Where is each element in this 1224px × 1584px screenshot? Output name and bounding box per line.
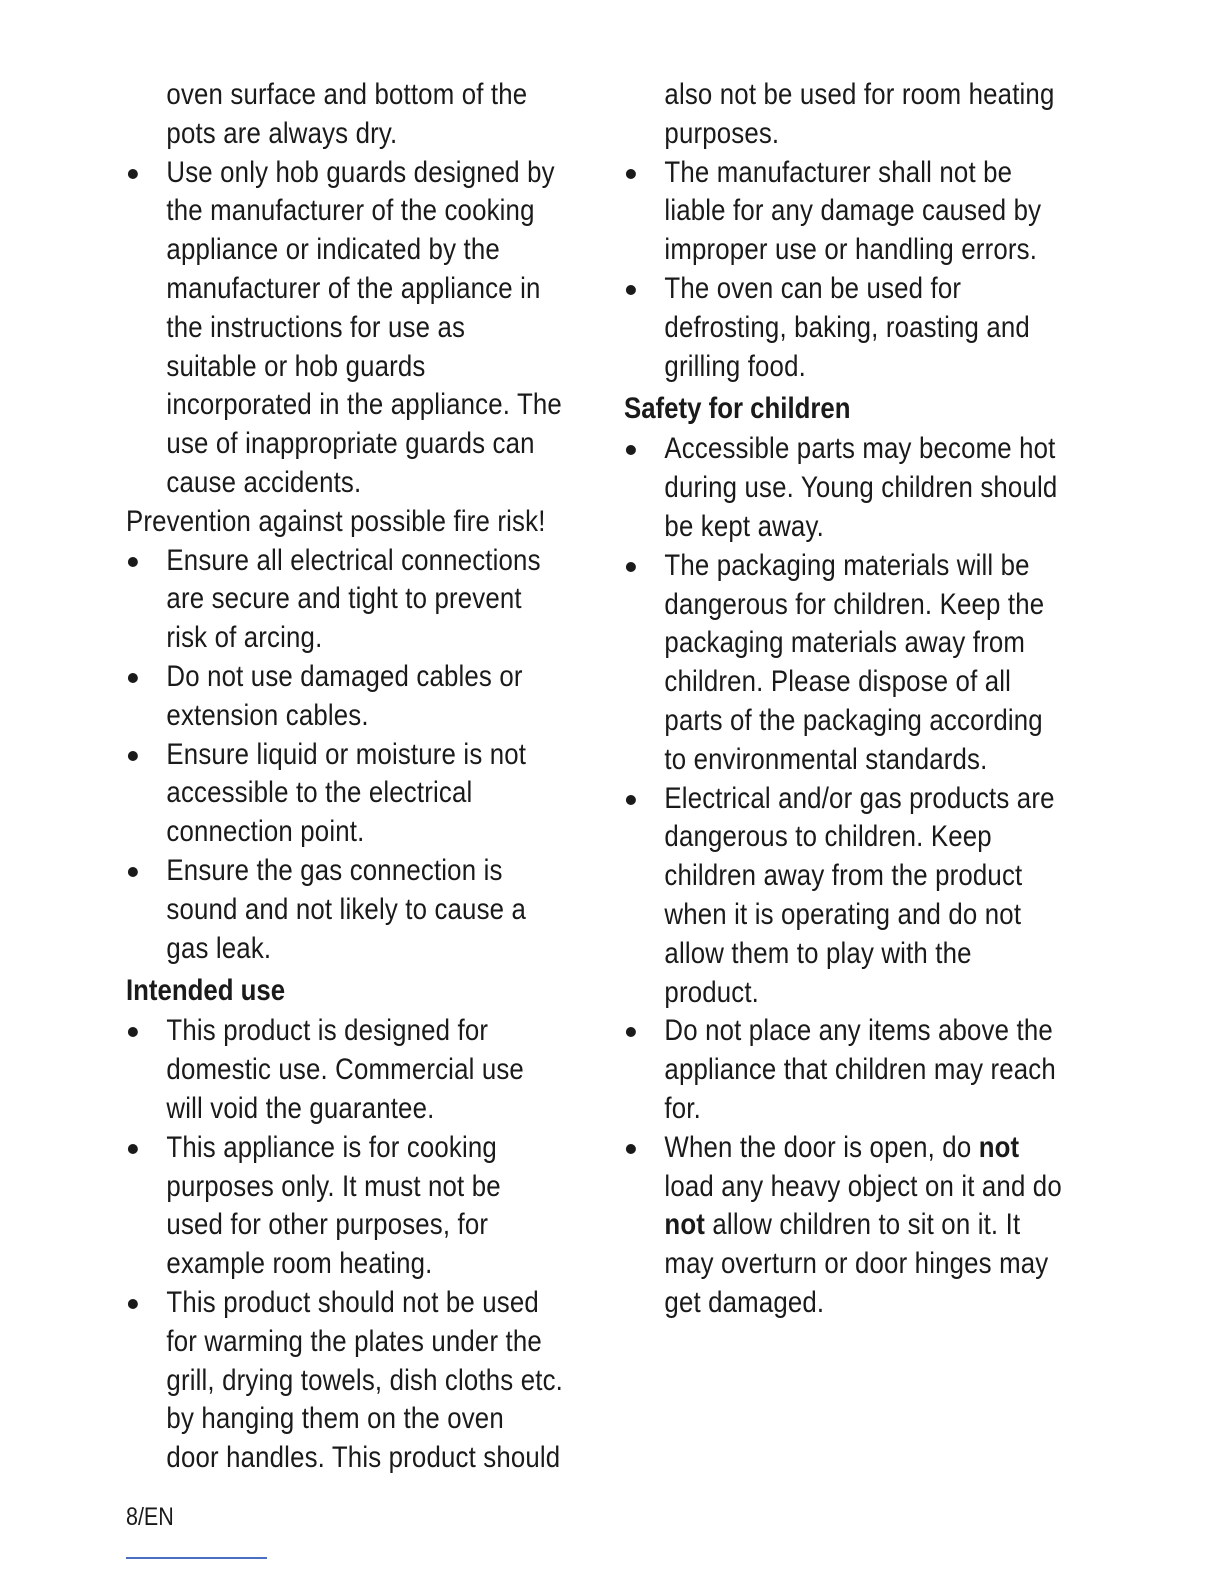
bullet-icon bbox=[626, 795, 636, 805]
left-column bbox=[126, 76, 606, 1478]
bullet-icon bbox=[128, 1299, 138, 1309]
bullet-item-gas: Ensure the gas connection is sound and not likely to cause a gas leak. bbox=[126, 852, 606, 968]
bullet-item-domestic: This product is designed for domestic use. Commercial use will void the guarantee. bbox=[126, 1012, 606, 1128]
bullet-icon bbox=[626, 285, 636, 295]
bullet-item-liability: The manufacturer shall not be liable for any damage caused by improper use or handling errors. bbox=[624, 154, 1094, 270]
bullet-item-warming: This product should not be used for warming the plates under the grill, drying towels, dish cloths etc. by hanging them on the oven door handles. This product should bbox=[126, 1284, 606, 1478]
bullet-icon bbox=[626, 445, 636, 455]
bullet-icon bbox=[626, 562, 636, 572]
bullet-icon bbox=[626, 169, 636, 179]
bullet-item-door: When the door is open, do not load any heavy object on it and do not allow children to sit on it. It may overturn or door hinges may get damaged. bbox=[624, 1129, 1094, 1323]
bullet-icon bbox=[626, 1027, 636, 1037]
bullet-item-cooking: This appliance is for cooking purposes only. It must not be used for other purposes, for example room heating. bbox=[126, 1129, 606, 1284]
bullet-icon bbox=[128, 169, 138, 179]
bullet-item-connections: Ensure all electrical connections are secure and tight to prevent risk of arcing. bbox=[126, 542, 606, 658]
bullet-icon bbox=[128, 1144, 138, 1154]
bullet-item-items-above: Do not place any items above the appliance that children may reach for. bbox=[624, 1012, 1094, 1128]
page-number: 8/EN bbox=[126, 1503, 174, 1531]
bullet-item-hob-guards: Use only hob guards designed by the manufacturer of the cooking appliance or indicated by the manufacturer of the appliance in the instructions for use as suitable or hob guards incorporated in the appliance. The use of inappropriate guards can cause accidents. bbox=[126, 154, 606, 503]
footer-divider bbox=[126, 1557, 267, 1559]
continuation-line: purposes. bbox=[664, 116, 780, 150]
bullet-item-moisture: Ensure liquid or moisture is not accessible to the electrical connection point. bbox=[126, 736, 606, 852]
bullet-item-electrical-gas: Electrical and/or gas products are dangerous to children. Keep children away from the product when it is operating and do not allow them to play with the product. bbox=[624, 780, 1094, 1013]
bullet-icon bbox=[128, 1027, 138, 1037]
bullet-item-packaging: The packaging materials will be dangerous for children. Keep the packaging materials away from children. Please dispose of all parts of the packaging according to environmental standards. bbox=[624, 547, 1094, 780]
bullet-icon bbox=[128, 557, 138, 567]
continuation-line: pots are always dry. bbox=[166, 116, 398, 150]
safety-for-children-heading: Safety for children bbox=[624, 392, 851, 426]
bullet-item-hot-parts: Accessible parts may become hot during use. Young children should be kept away. bbox=[624, 430, 1094, 546]
continuation-line: also not be used for room heating bbox=[664, 78, 1055, 111]
bullet-icon bbox=[128, 867, 138, 877]
emphasis-not: not bbox=[978, 1130, 1020, 1164]
bullet-icon bbox=[128, 673, 138, 683]
fire-risk-subheading: Prevention against possible fire risk! bbox=[126, 504, 546, 538]
bullet-item-cables: Do not use damaged cables or extension cables. bbox=[126, 658, 606, 736]
intended-use-heading: Intended use bbox=[126, 974, 286, 1008]
bullet-item-oven-uses: The oven can be used for defrosting, baking, roasting and grilling food. bbox=[624, 270, 1094, 386]
emphasis-not: not bbox=[664, 1208, 706, 1242]
bullet-icon bbox=[128, 751, 138, 761]
right-column bbox=[624, 76, 1094, 1323]
bullet-icon bbox=[626, 1144, 636, 1154]
continuation-line: oven surface and bottom of the bbox=[166, 78, 528, 111]
